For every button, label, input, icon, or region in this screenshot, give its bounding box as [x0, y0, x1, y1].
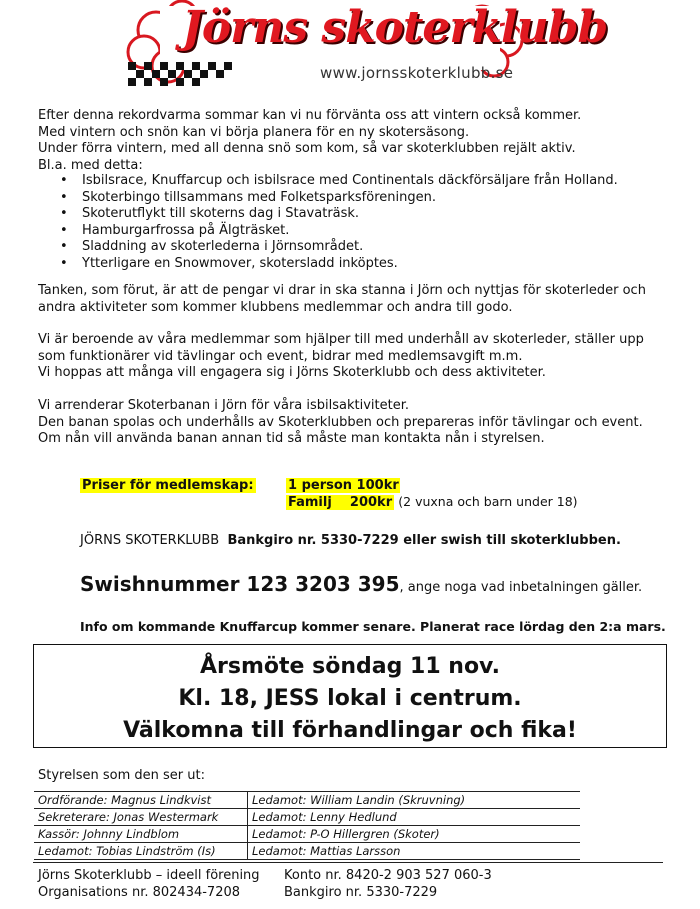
meeting-date: Årsmöte söndag 11 nov.: [200, 654, 500, 679]
club-logo: [120, 0, 608, 92]
intro-paragraph: [38, 108, 581, 174]
list-item: • Skoterutflykt till skoterns dag i Stavaträsk.: [60, 206, 360, 221]
footer-divider: [33, 862, 663, 863]
funding-paragraph: Tanken, som förut, är att de pengar vi drar in ska stanna i Jörn och nyttjas för skoterleder och andra aktiviteter som kommer klubbens medlemmar och andra till godo.: [38, 283, 646, 315]
board-table: [34, 791, 580, 860]
bank-info: JÖRNS SKOTERKLUBB Bankgiro nr. 5330-7229 eller swish till skoterklubben.: [80, 533, 621, 548]
footer-right: Konto nr. 8420-2 903 527 060-3 Bankgiro nr. 5330-7229: [284, 868, 492, 900]
intro-line: Efter denna rekordvarma sommar kan vi nu förvänta oss att vintern också kommer.: [38, 108, 582, 123]
list-item: • Isbilsrace, Knuffarcup och isbilsrace med Continentals däckförsäljare från Holland.: [60, 173, 618, 188]
intro-line: Under förra vintern, med all denna snö som kom, så var skoterklubben rejält aktiv.: [38, 141, 576, 156]
table-row: Ledamot: Tobias Lindström (Is) Ledamot: Mattias Larsson: [34, 843, 580, 860]
annual-meeting-box: [33, 644, 667, 748]
price-label: Priser för medlemskap:: [82, 478, 254, 493]
logo-url[interactable]: www.jornsskoterklubb.se: [320, 64, 514, 82]
knuffarcup-info: Info om kommande Knuffarcup kommer senare. Planerat race lördag den 2:a mars.: [80, 619, 666, 634]
table-row: Ordförande: Magnus Lindkvist Ledamot: William Landin (Skruvning): [34, 792, 580, 809]
swish-number: Swishnummer 123 3203 395: [80, 572, 400, 596]
intro-line: Med vintern och snön kan vi börja planera för en ny skotersäsong.: [38, 124, 470, 140]
price-family: Familj 200kr (2 vuxna och barn under 18): [288, 494, 578, 510]
logo-title: Jörns skoterklubb: [182, 2, 608, 53]
table-row: Sekreterare: Jonas Westermark Ledamot: Lenny Hedlund: [34, 809, 580, 826]
bullet-icon: •: [60, 239, 68, 254]
intro-line: Bl.a. med detta:: [38, 157, 143, 173]
bullet-icon: •: [60, 206, 68, 221]
track-paragraph: Vi arrenderar Skoterbanan i Jörn för våra isbilsaktiviteter. Den banan spolas och underhålls av Skoterklubben och prepareras inför tävlingar och event. Om nån vill använda banan annan tid så måste man kontakta nån i styrelsen.: [38, 398, 643, 446]
members-paragraph: Vi är beroende av våra medlemmar som hjälper till med underhåll av skoterleder, ställer upp som funktionärer vid tävlingar och event, bidrar med medlemsavgift m.m. Vi hoppas att många vill engagera sig i Jörns Skoterklubb och dess aktiviteter.: [38, 332, 644, 380]
list-item: • Hamburgarfrossa på Älgträsket.: [60, 222, 290, 238]
bullet-icon: •: [60, 255, 68, 271]
bullet-icon: •: [60, 189, 68, 205]
price-single: 1 person 100kr: [288, 478, 399, 493]
list-item: • Ytterligare en Snowmover, skotersladd inköptes.: [60, 255, 398, 271]
swish-info: Swishnummer 123 3203 395, ange noga vad inbetalningen gäller.: [80, 572, 643, 596]
meeting-time-place: Kl. 18, JESS lokal i centrum.: [178, 686, 522, 711]
board-title: Styrelsen som den ser ut:: [38, 768, 205, 783]
footer-left: Jörns Skoterklubb – ideell förening Organisations nr. 802434-7208: [38, 868, 260, 900]
list-item: • Skoterbingo tillsammans med Folketsparksföreningen.: [60, 189, 436, 205]
bullet-icon: •: [60, 222, 68, 238]
list-item: • Sladdning av skoterlederna i Jörnsområdet.: [60, 239, 364, 254]
bullet-icon: •: [60, 173, 68, 188]
meeting-welcome: Välkomna till förhandlingar och fika!: [123, 718, 577, 743]
activities-list: [60, 173, 618, 272]
table-row: Kassör: Johnny Lindblom Ledamot: P-O Hillergren (Skoter): [34, 826, 580, 843]
